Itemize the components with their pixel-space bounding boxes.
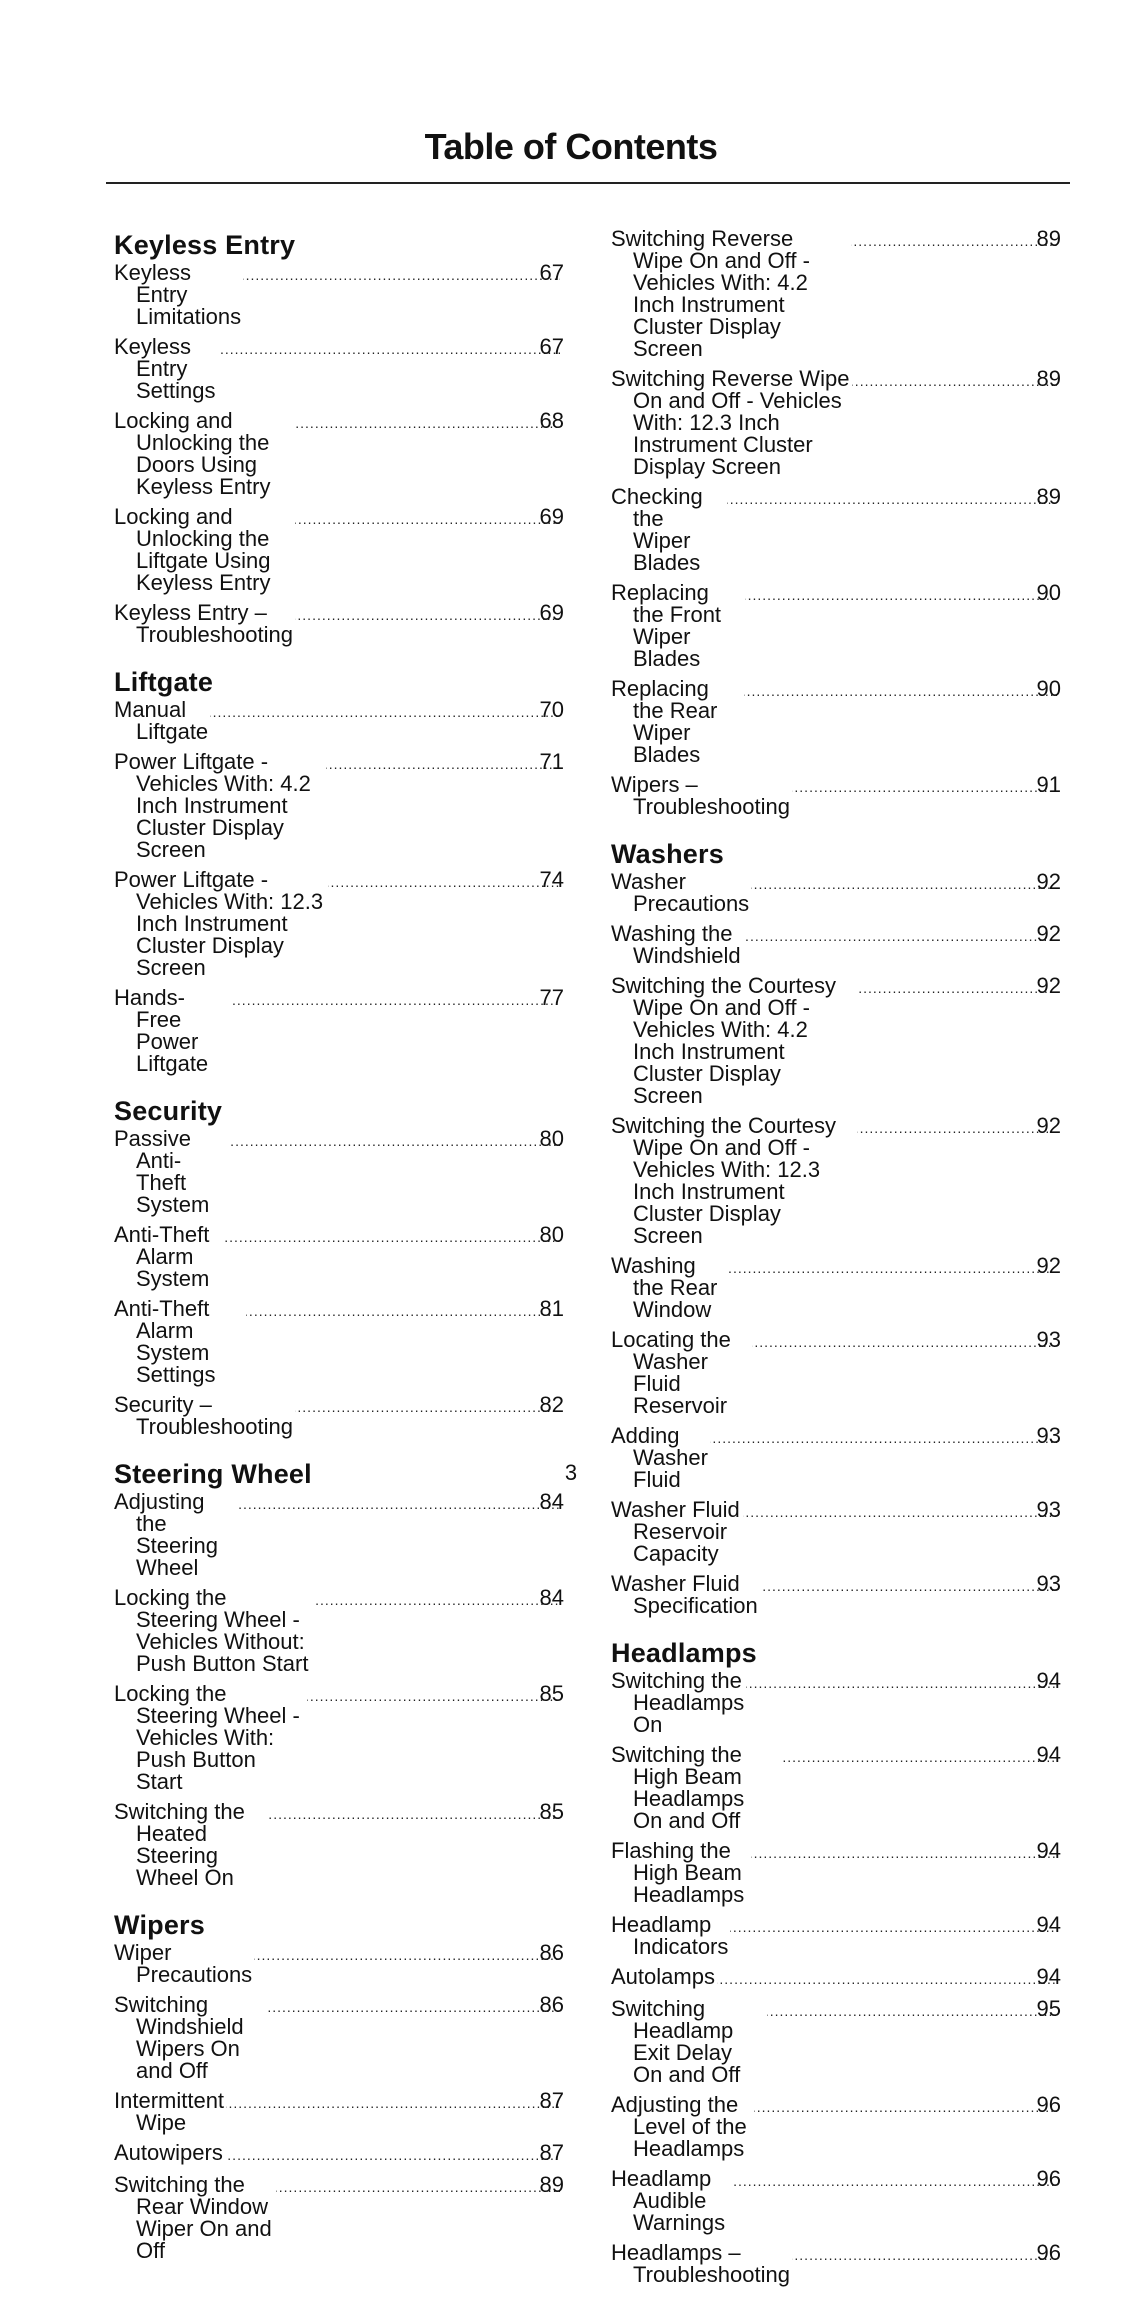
dot-leader xyxy=(236,1493,560,1515)
toc-entry-page: 86 xyxy=(539,1992,564,2017)
toc-entry-title: Anti-Theft Alarm System xyxy=(114,1222,215,1291)
toc-section-keyless-entry xyxy=(114,228,564,646)
toc-entry-page: 81 xyxy=(539,1296,564,1321)
toc-entry[interactable] xyxy=(114,1224,564,1290)
toc-entry[interactable] xyxy=(611,774,1061,818)
toc-entry-title: Washing the Rear Window xyxy=(611,1253,724,1322)
section-heading: Security xyxy=(114,1096,223,1126)
toc-entry-title: Switching the Heated Steering Wheel On xyxy=(114,1799,251,1890)
toc-entry-page: 89 xyxy=(1036,484,1061,509)
toc-entry-title: Passive Anti-Theft System xyxy=(114,1126,210,1217)
toc-entry[interactable] xyxy=(114,410,564,498)
toc-entry-page: 70 xyxy=(539,697,564,722)
toc-entry-title: Intermittent Wipe xyxy=(114,2088,231,2135)
toc-entry-title: Adding Washer Fluid xyxy=(611,1423,715,1492)
section-heading: Steering Wheel xyxy=(114,1459,312,1489)
dot-leader xyxy=(767,2000,1056,2022)
toc-entry[interactable] xyxy=(114,602,564,646)
toc-entry[interactable] xyxy=(114,2090,564,2134)
toc-entry-page: 96 xyxy=(1036,2092,1061,2117)
dot-leader xyxy=(307,1685,559,1707)
dot-leader xyxy=(226,2092,559,2114)
toc-entry-title: Hands-Free Power Liftgate xyxy=(114,985,209,1076)
dot-leader xyxy=(730,1916,1056,1938)
section-heading: Washers xyxy=(611,839,724,869)
toc-entry-page: 71 xyxy=(539,749,564,774)
dot-leader xyxy=(328,871,559,893)
dot-leader xyxy=(752,1331,1057,1353)
toc-entry-title: Adjusting the Steering Wheel xyxy=(114,1489,225,1580)
toc-entry[interactable] xyxy=(114,1587,564,1675)
toc-entry-page: 96 xyxy=(1036,2240,1061,2265)
toc-entry[interactable] xyxy=(114,699,564,743)
toc-entry-page: 82 xyxy=(539,1392,564,1417)
toc-entry-title: Keyless Entry Limitations xyxy=(114,260,242,329)
toc-section-security xyxy=(114,1094,564,1438)
toc-entry-title: Checking the Wiper Blades xyxy=(611,484,709,575)
toc-entry-page: 84 xyxy=(539,1585,564,1610)
toc-entry-title: Switching the High Beam Headlamps On and Off xyxy=(611,1742,751,1833)
toc-entry[interactable] xyxy=(611,1573,1061,1617)
toc-entry[interactable] xyxy=(611,1329,1061,1417)
toc-entry[interactable] xyxy=(611,228,1061,360)
toc-entry-title: Switching the Headlamps On xyxy=(611,1668,751,1737)
toc-entry[interactable] xyxy=(611,1998,1061,2086)
toc-entry[interactable] xyxy=(611,368,1061,478)
toc-entry[interactable] xyxy=(114,1491,564,1579)
toc-entry-page: 95 xyxy=(1036,1996,1061,2021)
toc-entry[interactable] xyxy=(114,987,564,1075)
toc-section-wipers xyxy=(114,1908,564,2262)
toc-entry[interactable] xyxy=(114,262,564,328)
toc-entry[interactable] xyxy=(611,1744,1061,1832)
dot-leader xyxy=(852,370,1056,392)
toc-entry-page: 74 xyxy=(539,867,564,892)
toc-entry-title: Security – Troubleshooting xyxy=(114,1392,293,1439)
dot-leader xyxy=(744,680,1056,702)
dot-leader xyxy=(230,989,560,1011)
toc-entry-page: 92 xyxy=(1036,1253,1061,1278)
toc-entry-page: 84 xyxy=(539,1489,564,1514)
toc-entry-page: 89 xyxy=(1036,226,1061,251)
toc-entry-page: 94 xyxy=(1036,1838,1061,1863)
toc-entry-title: Switching Reverse Wipe On and Off - Vehicles With: 4.2 Inch Instrument Cluster Display Screen xyxy=(611,226,817,361)
toc-entry-page: 94 xyxy=(1036,1742,1061,1767)
toc-entry-title: Autolamps xyxy=(611,1964,715,1989)
toc-entry-title: Headlamps – Troubleshooting xyxy=(611,2240,790,2287)
toc-entry-title: Replacing the Front Wiper Blades xyxy=(611,580,728,671)
toc-entry-page: 94 xyxy=(1036,1668,1061,1693)
toc-entry-page: 69 xyxy=(539,600,564,625)
toc-entry-page: 92 xyxy=(1036,1113,1061,1138)
toc-entry[interactable] xyxy=(114,1298,564,1386)
toc-section-headlamps xyxy=(611,1636,1061,2286)
toc-entry-title: Locking the Steering Wheel - Vehicles With: Push Button Start xyxy=(114,1681,306,1794)
toc-entry-page: 89 xyxy=(539,2172,564,2197)
toc-entry[interactable] xyxy=(611,486,1061,574)
toc-entry-page: 93 xyxy=(1036,1571,1061,1596)
dot-leader xyxy=(751,1842,1056,1864)
dot-leader xyxy=(754,2096,1056,2118)
toc-entry-title: Anti-Theft Alarm System Settings xyxy=(114,1296,216,1387)
dot-leader xyxy=(326,753,559,775)
toc-entry-title: Manual Liftgate xyxy=(114,697,209,744)
toc-entry-title: Switching the Courtesy Wipe On and Off - Vehicles With: 4.2 Inch Instrument Cluster Display Screen xyxy=(611,973,843,1108)
toc-entry[interactable] xyxy=(611,1670,1061,1736)
toc-entry-page: 86 xyxy=(539,1940,564,1965)
dot-leader xyxy=(743,1501,1057,1523)
section-heading: Headlamps xyxy=(611,1638,757,1668)
toc-entry-title: Locking the Steering Wheel - Vehicles Without: Push Button Start xyxy=(114,1585,311,1676)
toc-entry[interactable] xyxy=(114,1394,564,1438)
toc-entry-page: 89 xyxy=(1036,366,1061,391)
toc-section-liftgate xyxy=(114,665,564,1075)
toc-entry-title: Switching the Courtesy Wipe On and Off - Vehicles With: 12.3 Inch Instrument Cluster Display Screen xyxy=(611,1113,843,1248)
toc-entry-title: Headlamp Audible Warnings xyxy=(611,2166,726,2235)
toc-right-column xyxy=(611,228,1061,2305)
dot-leader xyxy=(743,925,1057,947)
toc-entry[interactable] xyxy=(114,2174,564,2262)
dot-leader xyxy=(792,2244,1057,2266)
toc-entry-title: Flashing the High Beam Headlamps xyxy=(611,1838,748,1907)
dot-leader xyxy=(254,1944,559,1966)
dot-leader xyxy=(295,1396,560,1418)
toc-entry-title: Washer Precautions xyxy=(611,869,750,916)
toc-entry-page: 68 xyxy=(539,408,564,433)
dot-leader xyxy=(293,412,560,434)
toc-entry[interactable] xyxy=(611,975,1061,1107)
toc-entry-page: 92 xyxy=(1036,973,1061,998)
toc-entry-title: Switching Windshield Wipers On and Off xyxy=(114,1992,250,2083)
toc-section-washers xyxy=(611,837,1061,1617)
toc-entry[interactable] xyxy=(114,751,564,861)
dot-leader xyxy=(243,264,559,286)
toc-entry[interactable] xyxy=(114,1801,564,1889)
toc-entry-page: 67 xyxy=(539,334,564,359)
toc-entry[interactable] xyxy=(114,1942,564,1986)
toc-entry-page: 92 xyxy=(1036,921,1061,946)
toc-entry[interactable] xyxy=(611,871,1061,915)
dot-leader xyxy=(266,1803,560,1825)
dot-leader xyxy=(222,1226,560,1248)
dot-leader xyxy=(210,701,559,723)
toc-entry[interactable] xyxy=(114,1683,564,1793)
dot-leader xyxy=(731,2170,1057,2192)
toc-entry[interactable] xyxy=(611,1499,1061,1565)
toc-entry-title: Power Liftgate - Vehicles With: 12.3 Inch Instrument Cluster Display Screen xyxy=(114,867,330,980)
toc-entry-title: Washing the Windshield xyxy=(611,921,741,968)
toc-entry-title: Washer Fluid Specification xyxy=(611,1571,758,1618)
toc-entry-page: 77 xyxy=(539,985,564,1010)
section-heading: Wipers xyxy=(114,1910,205,1940)
toc-entry-title: Keyless Entry Settings xyxy=(114,334,216,403)
dot-leader xyxy=(745,584,1056,606)
toc-entry-title: Switching the Rear Window Wiper On and Off xyxy=(114,2172,278,2263)
toc-entry[interactable] xyxy=(611,678,1061,766)
dot-leader xyxy=(276,2176,559,2198)
toc-entry[interactable] xyxy=(611,1115,1061,1247)
toc-entry-page: 93 xyxy=(1036,1497,1061,1522)
toc-entry-page: 67 xyxy=(539,260,564,285)
toc-entry[interactable] xyxy=(611,1966,1061,1990)
toc-entry-title: Power Liftgate - Vehicles With: 4.2 Inch Instrument Cluster Display Screen xyxy=(114,749,317,862)
toc-entry-title: Replacing the Rear Wiper Blades xyxy=(611,676,724,767)
section-heading: Liftgate xyxy=(114,667,214,697)
dot-leader xyxy=(313,1589,560,1611)
toc-entry[interactable] xyxy=(611,2242,1061,2286)
toc-left-column xyxy=(114,228,564,2281)
dot-leader xyxy=(851,230,1057,252)
toc-entry[interactable] xyxy=(611,1914,1061,1958)
dot-leader xyxy=(710,1427,1057,1449)
toc-entry-page: 85 xyxy=(539,1799,564,1824)
dot-leader xyxy=(857,1117,1056,1139)
dot-leader xyxy=(726,1257,1057,1279)
toc-entry-page: 91 xyxy=(1036,772,1061,797)
toc-entry-title: Switching Reverse Wipe On and Off - Vehicles With: 12.3 Inch Instrument Cluster Display Screen xyxy=(611,366,856,479)
dot-leader xyxy=(746,1672,1056,1694)
toc-entry[interactable] xyxy=(611,582,1061,670)
dot-leader xyxy=(246,1300,559,1322)
toc-entry[interactable] xyxy=(114,1128,564,1216)
toc-entry-page: 96 xyxy=(1036,2166,1061,2191)
toc-entry[interactable] xyxy=(114,506,564,594)
toc-entry-page: 69 xyxy=(539,504,564,529)
toc-entry-title: Locating the Washer Fluid Reservoir xyxy=(611,1327,737,1418)
dot-leader xyxy=(780,1746,1057,1768)
dot-leader xyxy=(225,2144,560,2166)
toc-entry-page: 87 xyxy=(539,2088,564,2113)
toc-entry-page: 93 xyxy=(1036,1327,1061,1352)
toc-entry-title: Wipers – Troubleshooting xyxy=(611,772,790,819)
page-number: 3 xyxy=(564,1460,578,1485)
section-heading: Keyless Entry xyxy=(114,230,296,260)
toc-entry-page: 90 xyxy=(1036,676,1061,701)
toc-entry[interactable] xyxy=(611,2094,1061,2160)
toc-entry-page: 93 xyxy=(1036,1423,1061,1448)
dot-leader xyxy=(792,776,1057,798)
toc-entry-title: Locking and Unlocking the Doors Using Keyless Entry xyxy=(114,408,276,499)
toc-entry-page: 80 xyxy=(539,1222,564,1247)
toc-entry-page: 80 xyxy=(539,1126,564,1151)
dot-leader xyxy=(228,1130,560,1152)
toc-entry[interactable] xyxy=(611,2168,1061,2234)
toc-entry-page: 92 xyxy=(1036,869,1061,894)
toc-entry[interactable] xyxy=(611,1840,1061,1906)
toc-entry-title: Autowipers xyxy=(114,2140,223,2165)
dot-leader xyxy=(295,604,560,626)
toc-entry-title: Locking and Unlocking the Liftgate Using Keyless Entry xyxy=(114,504,277,595)
toc-entry[interactable] xyxy=(114,2142,564,2166)
toc-entry-title: Wiper Precautions xyxy=(114,1940,253,1987)
toc-entry[interactable] xyxy=(114,869,564,979)
page-title: Table of Contents xyxy=(424,126,718,167)
dot-leader xyxy=(751,873,1056,895)
toc-entry[interactable] xyxy=(611,1255,1061,1321)
toc-entry[interactable] xyxy=(114,1994,564,2082)
dot-leader xyxy=(265,1996,560,2018)
title-divider xyxy=(106,182,1070,184)
toc-entry-page: 94 xyxy=(1036,1912,1061,1937)
toc-entry-title: Adjusting the Level of the Headlamps xyxy=(611,2092,753,2161)
toc-entry-title: Headlamp Indicators xyxy=(611,1912,729,1959)
toc-section-continued xyxy=(611,228,1061,818)
toc-entry[interactable] xyxy=(611,923,1061,967)
toc-entry-page: 85 xyxy=(539,1681,564,1706)
dot-leader xyxy=(856,977,1057,999)
toc-entry-page: 94 xyxy=(1036,1964,1061,1989)
toc-entry-title: Keyless Entry – Troubleshooting xyxy=(114,600,293,647)
toc-entry-page: 90 xyxy=(1036,580,1061,605)
dot-leader xyxy=(727,488,1056,510)
dot-leader xyxy=(717,1968,1057,1990)
dot-leader xyxy=(760,1575,1057,1597)
toc-entry-page: 87 xyxy=(539,2140,564,2165)
toc-entry[interactable] xyxy=(114,336,564,402)
dot-leader xyxy=(295,508,559,530)
toc-section-steering-wheel xyxy=(114,1457,564,1889)
toc-entry-title: Washer Fluid Reservoir Capacity xyxy=(611,1497,746,1566)
toc-entry-title: Switching Headlamp Exit Delay On and Off xyxy=(611,1996,741,2087)
dot-leader xyxy=(218,338,560,360)
